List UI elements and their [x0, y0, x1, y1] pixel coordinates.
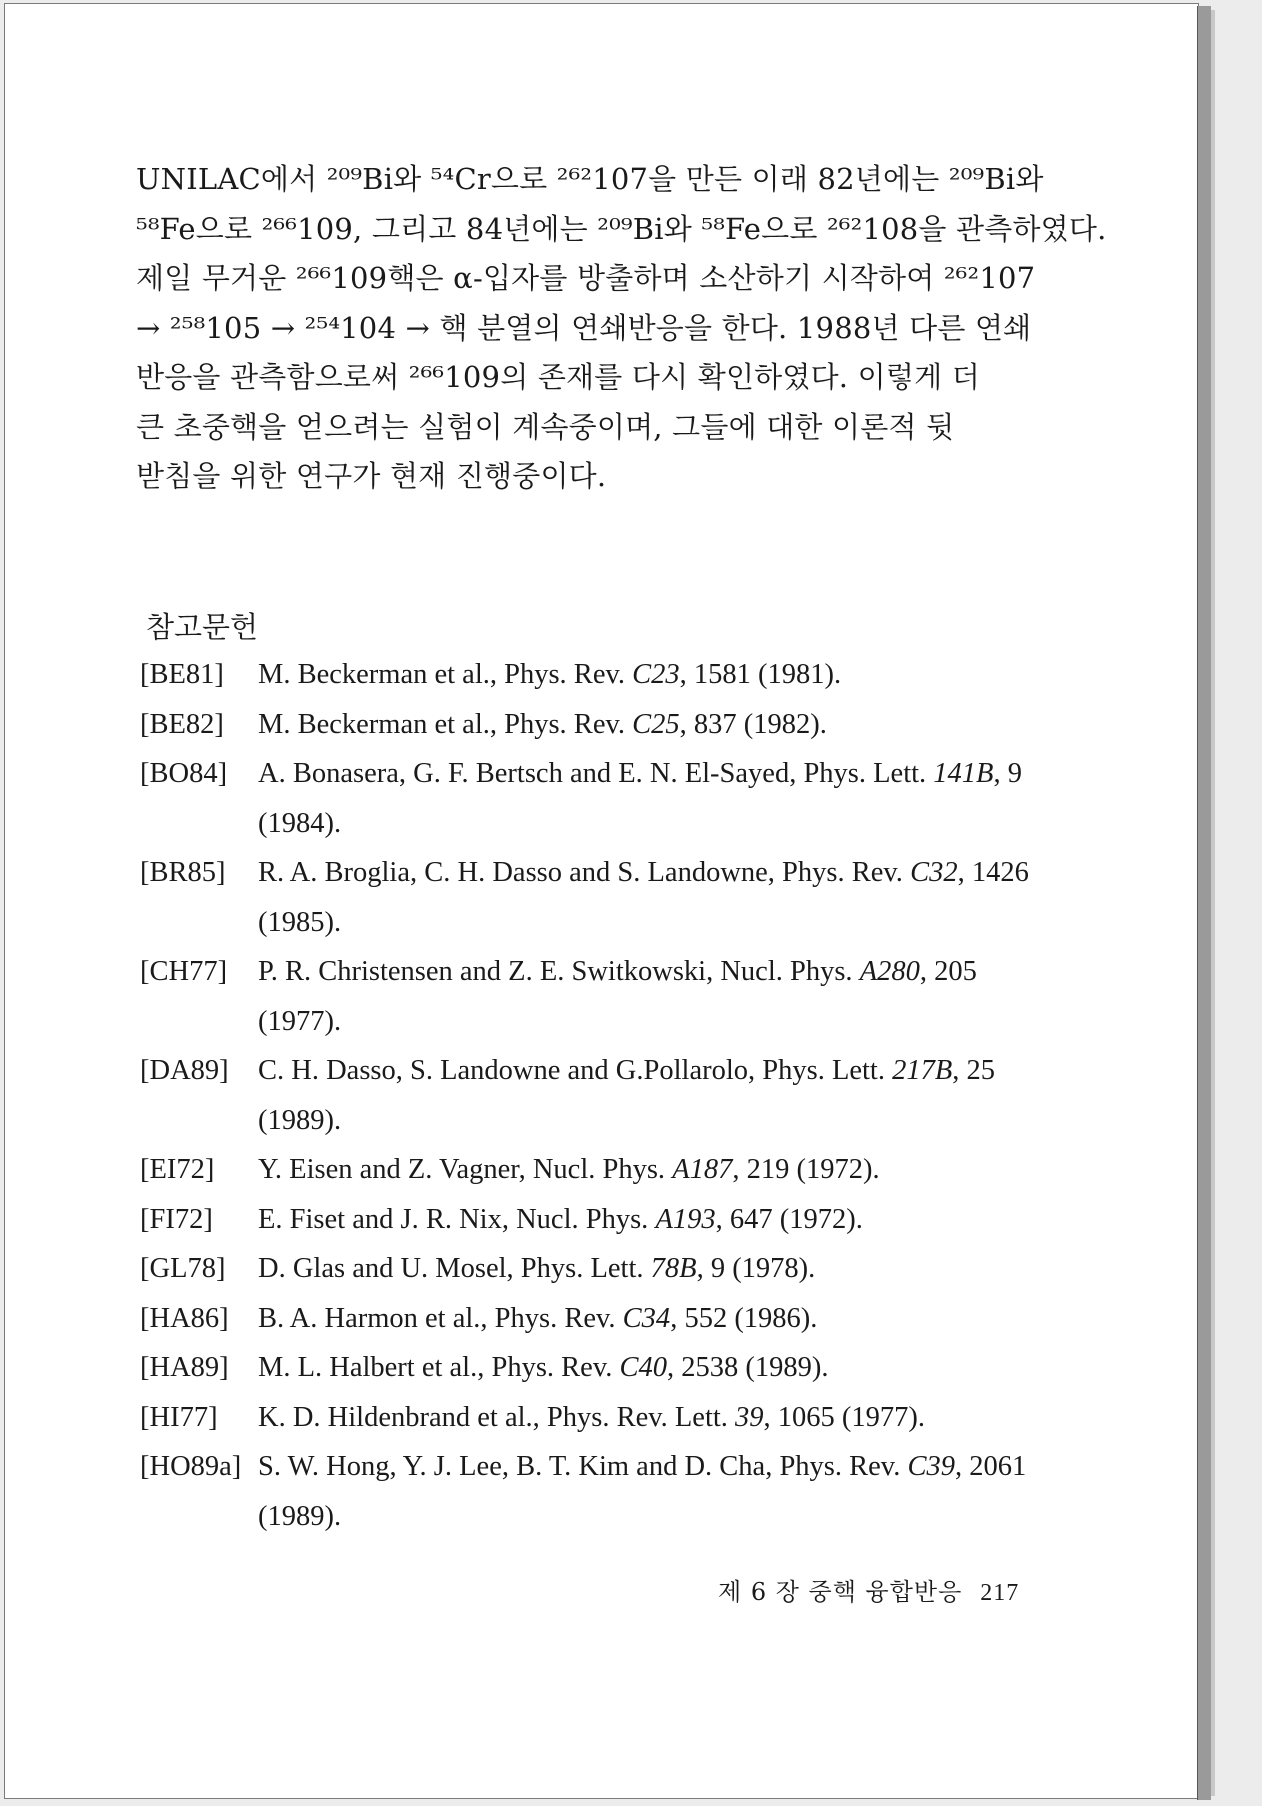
reference-authors: A. Bonasera, G. F. Bertsch and E. N. El-Sayed, Phys. Lett. [258, 758, 934, 789]
reference-text [258, 1145, 1040, 1195]
reference-authors: D. Glas and U. Mosel, Phys. Lett. [258, 1253, 651, 1284]
reference-details: , 552 (1986). [670, 1302, 818, 1334]
reference-volume: C39 [907, 1451, 955, 1482]
reference-authors: E. Fiset and J. R. Nix, Nucl. Phys. [258, 1203, 656, 1235]
page-footer [718, 1572, 1019, 1607]
reference-authors: M. Beckerman et al., Phys. Rev. [258, 659, 633, 690]
reference-details: , 25 (1989). [258, 1055, 996, 1136]
reference-details: , 1426 (1985). [258, 857, 1029, 938]
reference-text [258, 947, 1040, 1046]
reference-authors: K. D. Hildenbrand et al., Phys. Rev. Lett. [258, 1401, 736, 1433]
reference-text [258, 1343, 1040, 1393]
reference-volume: A187 [672, 1154, 733, 1185]
reference-volume: 39 [735, 1401, 764, 1433]
reference-details: , 1065 (1977). [763, 1401, 926, 1433]
reference-volume: 141B [933, 758, 994, 789]
references-heading: 참고문헌 [146, 610, 259, 644]
paragraph-line: 큰 초중핵을 얻으려는 실험이 계속중이며, 그들에 대한 이론적 뒷 [136, 409, 955, 444]
paragraph-line: 받침을 위한 연구가 현재 진행중이다. [136, 459, 607, 493]
reference-text [258, 749, 1040, 848]
reference-item [140, 650, 1040, 700]
reference-item [140, 1393, 1040, 1443]
page-edge-shadow [1211, 10, 1215, 1796]
reference-details: , 837 (1982). [679, 708, 827, 740]
chapter-title: 제 6 장 중핵 융합반응 [718, 1578, 963, 1606]
reference-authors: P. R. Christensen and Z. E. Switkowski, Nucl. Phys. [258, 956, 860, 987]
reference-volume: 217B [892, 1055, 953, 1086]
reference-key: [BE81] [140, 659, 224, 690]
reference-item [140, 700, 1040, 750]
reference-text [258, 1195, 1040, 1245]
page-edge [1197, 6, 1211, 1800]
reference-key: [BO84] [140, 758, 228, 789]
reference-details: , 9 (1978). [696, 1253, 816, 1284]
reference-item [140, 1343, 1040, 1393]
paragraph-line: UNILAC에서 ²⁰⁹Bi와 ⁵⁴Cr으로 ²⁶²107을 만든 이래 82년에는 ²⁰⁹Bi와 [136, 162, 1044, 196]
reference-authors: B. A. Harmon et al., Phys. Rev. [258, 1302, 623, 1334]
reference-text [258, 1393, 1040, 1443]
reference-text [258, 1294, 1040, 1344]
reference-authors: M. Beckerman et al., Phys. Rev. [258, 708, 633, 740]
reference-text [258, 650, 1040, 700]
reference-item [140, 749, 1040, 848]
page-number: 217 [980, 1580, 1020, 1606]
reference-key: [BE82] [140, 708, 224, 740]
reference-details: , 219 (1972). [732, 1154, 880, 1185]
paragraph-line: 제일 무거운 ²⁶⁶109핵은 α-입자를 방출하며 소산하기 시작하여 ²⁶²107 [136, 261, 1036, 295]
reference-item [140, 1244, 1040, 1294]
reference-authors: S. W. Hong, Y. J. Lee, B. T. Kim and D. Cha, Phys. Rev. [258, 1451, 908, 1482]
reference-volume: C32 [910, 857, 958, 888]
reference-authors: Y. Eisen and Z. Vagner, Nucl. Phys. [258, 1154, 673, 1185]
reference-key: [HA86] [140, 1302, 229, 1334]
body-paragraph [136, 155, 1107, 502]
reference-item [140, 1442, 1040, 1541]
reference-key: [GL78] [140, 1253, 226, 1284]
reference-key: [HI77] [140, 1401, 218, 1433]
reference-text [258, 848, 1040, 947]
reference-key: [CH77] [140, 956, 228, 987]
reference-item [140, 947, 1040, 1046]
reference-item [140, 848, 1040, 947]
reference-key: [EI72] [140, 1154, 215, 1185]
reference-item [140, 1046, 1040, 1145]
reference-authors: C. H. Dasso, S. Landowne and G.Pollarolo, Phys. Lett. [258, 1055, 893, 1086]
reference-text [258, 1046, 1040, 1145]
reference-volume: C34 [622, 1302, 671, 1334]
reference-list [140, 650, 1040, 1541]
reference-key: [DA89] [140, 1055, 229, 1086]
reference-details: , 1581 (1981). [679, 659, 842, 690]
reference-details: , 2538 (1989). [666, 1352, 829, 1383]
reference-volume: C25 [632, 708, 680, 740]
reference-authors: M. L. Halbert et al., Phys. Rev. [258, 1352, 620, 1383]
reference-key: [HO89a] [140, 1451, 242, 1482]
reference-details: , 647 (1972). [715, 1203, 863, 1235]
reference-volume: 78B [650, 1253, 697, 1284]
reference-volume: C23 [632, 659, 680, 690]
reference-volume: A193 [655, 1203, 716, 1235]
reference-details: , 9 (1984). [258, 758, 1022, 839]
reference-details: , 2061 (1989). [258, 1451, 1027, 1532]
reference-text [258, 1442, 1040, 1541]
reference-text [258, 1244, 1040, 1294]
reference-text [258, 700, 1040, 750]
reference-authors: R. A. Broglia, C. H. Dasso and S. Landowne, Phys. Rev. [258, 857, 911, 888]
reference-volume: A280 [859, 956, 920, 987]
paragraph-line: → ²⁵⁸105 → ²⁵⁴104 → 핵 분열의 연쇄반응을 한다. 1988년 다른 연쇄 [136, 310, 1032, 345]
reference-volume: C40 [619, 1352, 667, 1383]
paragraph-line: ⁵⁸Fe으로 ²⁶⁶109, 그리고 84년에는 ²⁰⁹Bi와 ⁵⁸Fe으로 ²⁶²108을 관측하였다. [136, 211, 1107, 246]
reference-item [140, 1145, 1040, 1195]
reference-key: [FI72] [140, 1203, 213, 1235]
reference-key: [HA89] [140, 1352, 229, 1383]
reference-details: , 205 (1977). [258, 956, 977, 1037]
reference-item [140, 1294, 1040, 1344]
reference-key: [BR85] [140, 857, 226, 888]
reference-item [140, 1195, 1040, 1245]
paragraph-line: 반응을 관측함으로써 ²⁶⁶109의 존재를 다시 확인하였다. 이렇게 더 [136, 360, 980, 394]
